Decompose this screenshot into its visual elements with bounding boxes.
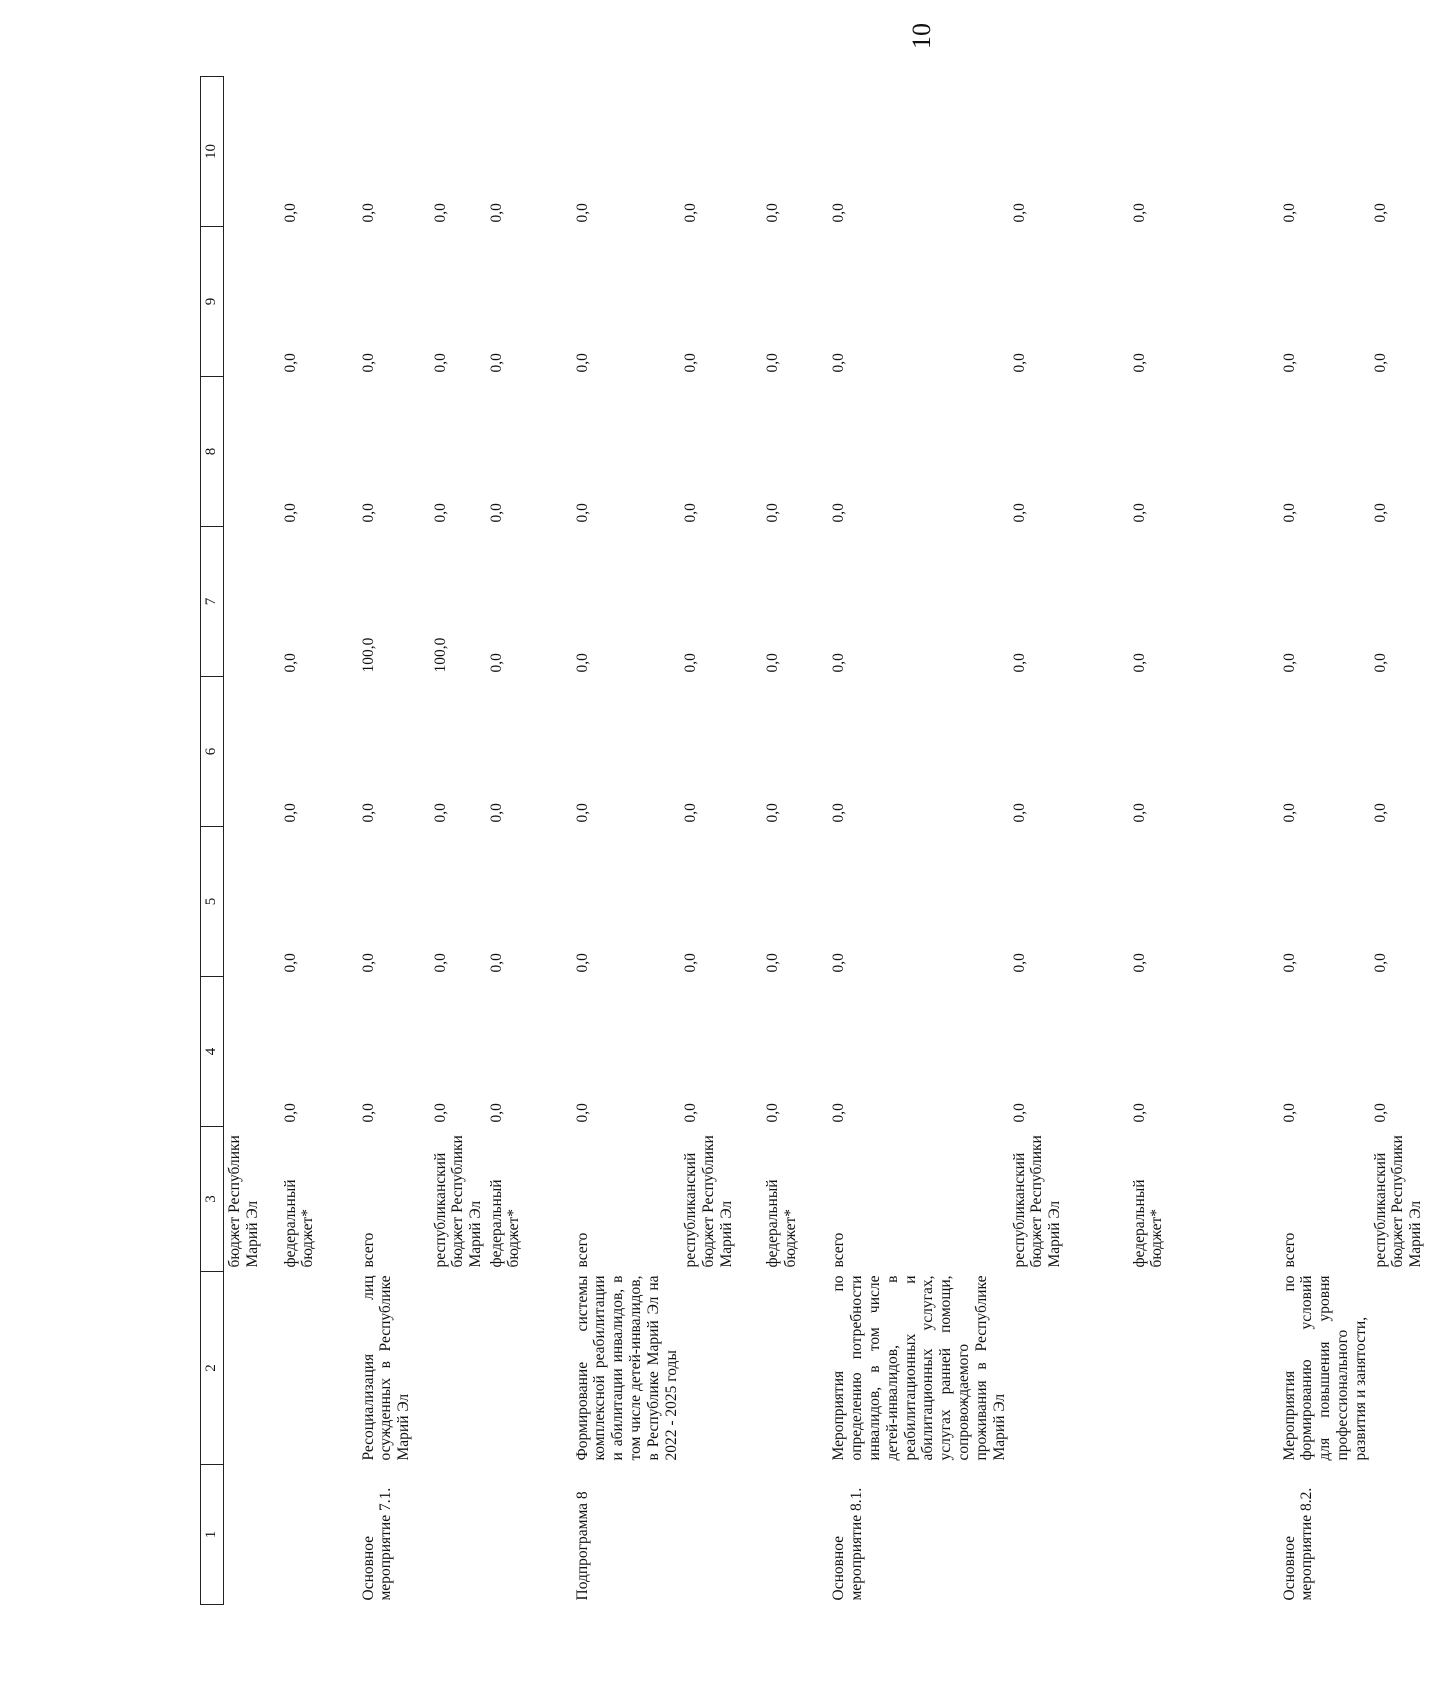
funding-source-cell: республиканский бюджет Республики Марий Эл: [1371, 1135, 1425, 1268]
amount-cell: 0,0: [281, 803, 299, 823]
amount-cell: 0,0: [431, 503, 449, 523]
item-title-cell: [486, 1272, 572, 1465]
amount-cell: 0,0: [764, 1103, 782, 1123]
budget-table: [200, 76, 1440, 1605]
amount-cell: 0,0: [682, 803, 700, 823]
amount-cell: 0,0: [830, 353, 848, 373]
amount-cell: 0,0: [1280, 653, 1298, 673]
funding-source-cell: всего: [1280, 1232, 1298, 1268]
budget-table-container: [200, 77, 1425, 1605]
amount-cell: [224, 227, 280, 377]
funding-source-cell: бюджет Республики Марий Эл: [226, 1135, 261, 1268]
amount-cell: 0,0: [487, 203, 505, 223]
amount-cell: 0,0: [830, 803, 848, 823]
amount-cell: 0,0: [573, 953, 591, 973]
amount-cell: [224, 827, 280, 977]
amount-cell: 0,0: [359, 353, 377, 373]
amount-cell: 0,0: [1010, 503, 1028, 523]
amount-cell: 0,0: [1280, 1103, 1298, 1123]
amount-cell: 0,0: [682, 353, 700, 373]
table-row: [280, 77, 358, 1605]
item-title-cell: [1370, 1272, 1440, 1465]
amount-cell: 0,0: [1010, 203, 1028, 223]
amount-cell: 0,0: [573, 803, 591, 823]
column-header: 6: [201, 677, 224, 827]
table-row: [1370, 77, 1440, 1605]
amount-cell: 0,0: [431, 353, 449, 373]
amount-cell: 0,0: [1371, 653, 1389, 673]
item-code-cell: [280, 1465, 358, 1605]
amount-cell: 0,0: [682, 953, 700, 973]
amount-cell: 100,0: [359, 637, 377, 673]
table-row: [762, 77, 828, 1605]
column-header: 4: [201, 977, 224, 1127]
amount-cell: 0,0: [1371, 503, 1389, 523]
amount-cell: 0,0: [1010, 653, 1028, 673]
amount-cell: 0,0: [764, 203, 782, 223]
item-title-cell: [680, 1272, 762, 1465]
amount-cell: 0,0: [830, 953, 848, 973]
amount-cell: 0,0: [1371, 953, 1389, 973]
amount-cell: 0,0: [682, 503, 700, 523]
amount-cell: [224, 977, 280, 1127]
table-row: [1279, 77, 1370, 1605]
amount-cell: [224, 677, 280, 827]
page-number: 10: [907, 23, 936, 49]
amount-cell: 0,0: [1010, 803, 1028, 823]
amount-cell: 0,0: [764, 503, 782, 523]
table-row: [224, 77, 280, 1605]
table-body: [224, 77, 1440, 1605]
column-header: 1: [201, 1465, 224, 1605]
amount-cell: 0,0: [359, 503, 377, 523]
funding-source-cell: республиканский бюджет Республики Марий Эл: [1010, 1135, 1064, 1268]
item-title-cell: [280, 1272, 358, 1465]
amount-cell: 0,0: [487, 803, 505, 823]
amount-cell: 0,0: [431, 203, 449, 223]
amount-cell: 0,0: [1010, 1103, 1028, 1123]
funding-source-cell: федеральный бюджет*: [764, 1179, 800, 1268]
amount-cell: 100,0: [431, 637, 449, 673]
funding-source-cell: республиканский бюджет Республики Марий Эл: [431, 1135, 485, 1268]
item-code-cell: Основное мероприятие 7.1.: [359, 1487, 395, 1601]
amount-cell: 0,0: [1130, 203, 1148, 223]
item-title-cell: [1129, 1272, 1279, 1465]
column-header: 9: [201, 227, 224, 377]
amount-cell: 0,0: [281, 203, 299, 223]
amount-cell: 0,0: [359, 803, 377, 823]
amount-cell: 0,0: [359, 1103, 377, 1123]
amount-cell: [224, 377, 280, 527]
amount-cell: 0,0: [1371, 353, 1389, 373]
item-code-cell: Подпрограмма 8: [573, 1491, 591, 1601]
item-code-cell: [1370, 1465, 1440, 1605]
amount-cell: 0,0: [1130, 503, 1148, 523]
table-row: [1009, 77, 1129, 1605]
item-title-cell: Мероприятия по формированию условий для повышения уровня профессионального развития и занятости,: [1280, 1275, 1369, 1461]
item-title-cell: Ресоциализация лиц осужденных в Республике Марий Эл: [359, 1275, 413, 1461]
amount-cell: 0,0: [764, 653, 782, 673]
amount-cell: 0,0: [573, 203, 591, 223]
amount-cell: 0,0: [487, 353, 505, 373]
amount-cell: 0,0: [682, 653, 700, 673]
amount-cell: 0,0: [281, 503, 299, 523]
amount-cell: 0,0: [1371, 203, 1389, 223]
item-title-cell: [1009, 1272, 1129, 1465]
amount-cell: 0,0: [573, 503, 591, 523]
amount-cell: 0,0: [1130, 353, 1148, 373]
amount-cell: 0,0: [573, 653, 591, 673]
funding-source-cell: всего: [830, 1232, 848, 1268]
amount-cell: 0,0: [431, 803, 449, 823]
amount-cell: 0,0: [431, 1103, 449, 1123]
amount-cell: 0,0: [487, 503, 505, 523]
column-header: 5: [201, 827, 224, 977]
item-code-cell: [430, 1465, 486, 1605]
item-title-cell: [430, 1272, 486, 1465]
table-row: [358, 77, 430, 1605]
funding-source-cell: федеральный бюджет*: [1130, 1179, 1166, 1268]
item-code-cell: [680, 1465, 762, 1605]
amount-cell: 0,0: [1371, 803, 1389, 823]
amount-cell: [224, 527, 280, 677]
column-header: 2: [201, 1272, 224, 1465]
amount-cell: 0,0: [764, 953, 782, 973]
amount-cell: 0,0: [1371, 1103, 1389, 1123]
item-code-cell: [486, 1465, 572, 1605]
amount-cell: 0,0: [1280, 803, 1298, 823]
amount-cell: 0,0: [682, 1103, 700, 1123]
funding-source-cell: всего: [359, 1232, 377, 1268]
item-code-cell: [1009, 1465, 1129, 1605]
column-header: 7: [201, 527, 224, 677]
table-row: [572, 77, 681, 1605]
amount-cell: 0,0: [1280, 503, 1298, 523]
amount-cell: 0,0: [359, 953, 377, 973]
amount-cell: [224, 77, 280, 227]
amount-cell: 0,0: [1280, 203, 1298, 223]
column-header: 8: [201, 377, 224, 527]
amount-cell: 0,0: [487, 653, 505, 673]
item-code-cell: Основное мероприятие 8.1.: [830, 1487, 866, 1601]
item-title-cell: [762, 1272, 828, 1465]
column-header: 10: [201, 77, 224, 227]
item-title-cell: Мероприятия по определению потребности инвалидов, в том числе детей-инвалидов, в реабилитационных и абилитационных услугах, услугах ранней помощи, сопровождаемого проживания в Республике Марий Эл: [830, 1275, 1008, 1461]
item-code-cell: [1129, 1465, 1279, 1605]
item-code-cell: [224, 1465, 280, 1605]
amount-cell: 0,0: [573, 1103, 591, 1123]
table-row: [680, 77, 762, 1605]
column-header: 3: [201, 1127, 224, 1272]
funding-source-cell: республиканский бюджет Республики Марий Эл: [682, 1135, 735, 1268]
amount-cell: 0,0: [1280, 353, 1298, 373]
amount-cell: 0,0: [1010, 953, 1028, 973]
item-code-cell: Основное мероприятие 8.2.: [1280, 1487, 1316, 1601]
amount-cell: 0,0: [359, 203, 377, 223]
amount-cell: 0,0: [1130, 953, 1148, 973]
funding-source-cell: федеральный бюджет*: [281, 1179, 317, 1268]
funding-source-cell: всего: [573, 1232, 591, 1268]
amount-cell: 0,0: [281, 353, 299, 373]
amount-cell: 0,0: [830, 1103, 848, 1123]
amount-cell: 0,0: [764, 803, 782, 823]
funding-source-cell: федеральный бюджет*: [487, 1179, 523, 1268]
amount-cell: 0,0: [1280, 953, 1298, 973]
amount-cell: 0,0: [1130, 1103, 1148, 1123]
column-number-row: [201, 77, 224, 1605]
amount-cell: 0,0: [1130, 803, 1148, 823]
amount-cell: 0,0: [764, 353, 782, 373]
amount-cell: 0,0: [1130, 653, 1148, 673]
table-row: [1129, 77, 1279, 1605]
amount-cell: 0,0: [830, 503, 848, 523]
item-title-cell: Формирование системы комплексной реабилитации и абилитации инвалидов, в том числе детей-инвалидов, в Республике Марий Эл на 2022 - 2025 годы: [573, 1275, 680, 1461]
amount-cell: 0,0: [573, 353, 591, 373]
item-code-cell: [762, 1465, 828, 1605]
amount-cell: 0,0: [1010, 353, 1028, 373]
amount-cell: 0,0: [830, 203, 848, 223]
amount-cell: 0,0: [281, 1103, 299, 1123]
amount-cell: 0,0: [431, 953, 449, 973]
table-row: [430, 77, 486, 1605]
table-row: [828, 77, 1008, 1605]
amount-cell: 0,0: [487, 953, 505, 973]
amount-cell: 0,0: [830, 653, 848, 673]
table-row: [486, 77, 572, 1605]
amount-cell: 0,0: [281, 953, 299, 973]
item-title-cell: [224, 1272, 280, 1465]
amount-cell: 0,0: [682, 203, 700, 223]
amount-cell: 0,0: [487, 1103, 505, 1123]
amount-cell: 0,0: [281, 653, 299, 673]
